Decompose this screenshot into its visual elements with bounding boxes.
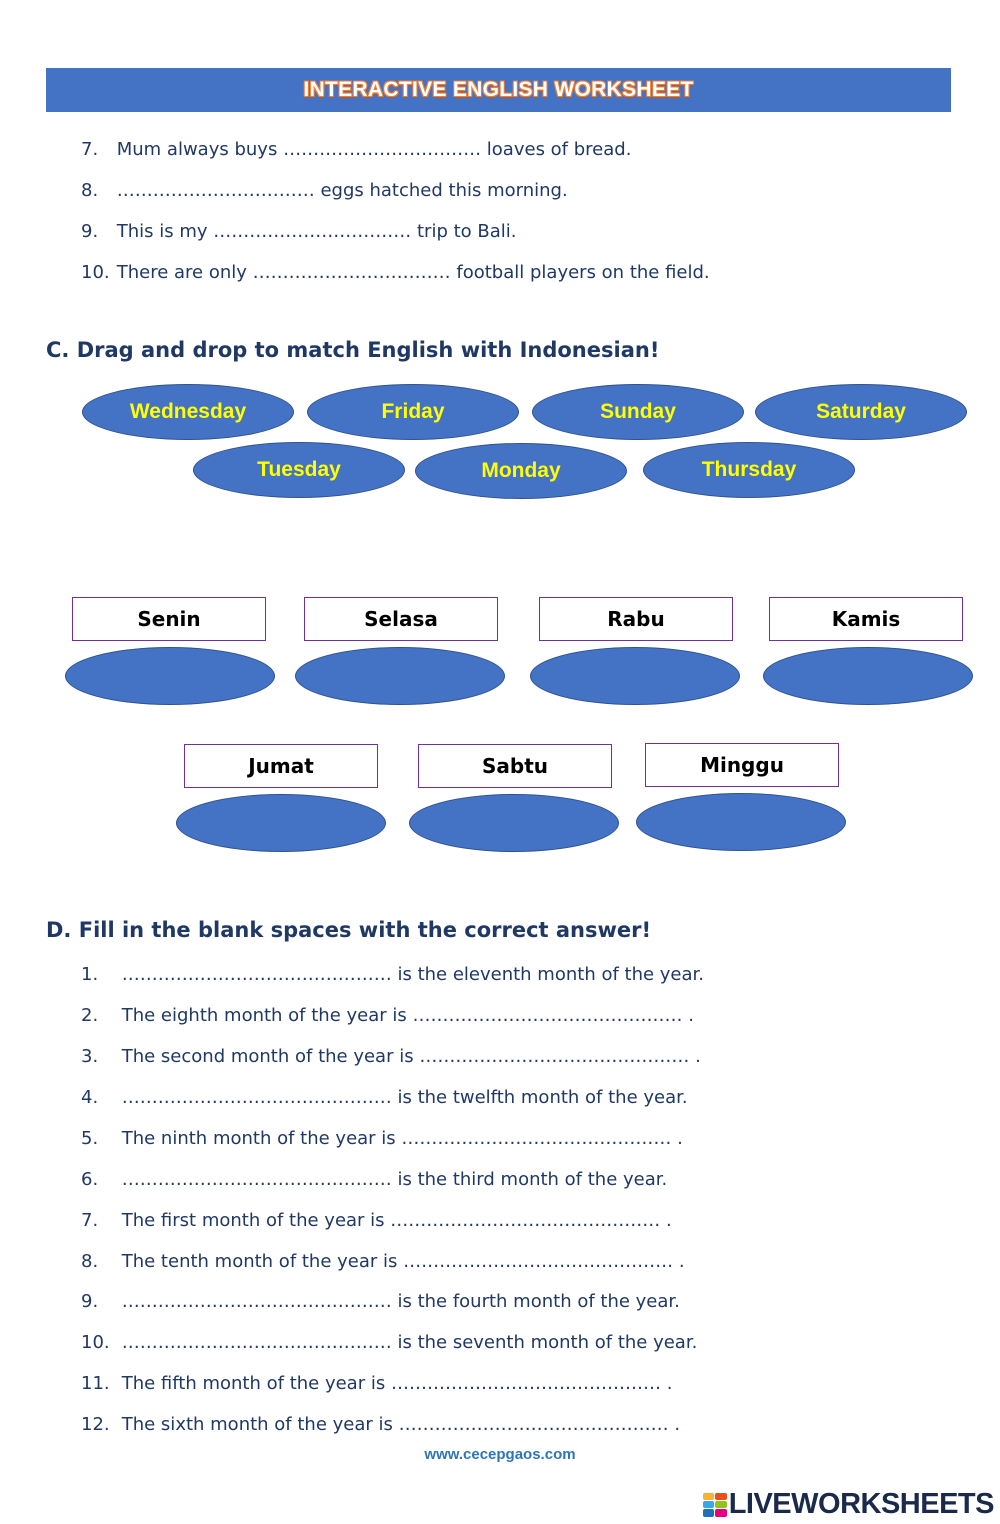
drag-item-sunday[interactable]: Sunday [532,384,744,440]
section-d-heading: D. Fill in the blank spaces with the correct answer! [46,918,652,942]
answer-blank[interactable]: ……………………………………… [121,1087,392,1108]
drag-item-wednesday[interactable]: Wednesday [82,384,294,440]
label-selasa: Selasa [304,597,498,641]
section-d-item-4: 4. ……………………………………… is the twelfth month of the year. [81,1087,688,1108]
answer-blank[interactable]: ……………………………………… [398,1414,669,1435]
section-d-item-7: 7. The first month of the year is ……………………………………… . [81,1210,672,1231]
section-d-item-5: 5. The ninth month of the year is ……………………………………… . [81,1128,683,1149]
label-jumat: Jumat [184,744,378,788]
liveworksheets-brand[interactable] [703,1488,994,1521]
label-senin: Senin [72,597,266,641]
answer-blank[interactable]: ……………………………………… [121,1291,392,1312]
label-rabu: Rabu [539,597,733,641]
answer-blank[interactable]: ……………………………………… [401,1128,672,1149]
liveworksheets-logo-icon [703,1493,727,1517]
section-b-item-9: 9. This is my …………………………… trip to Bali. [81,221,517,242]
drag-item-saturday[interactable]: Saturday [755,384,967,440]
worksheet-title: INTERACTIVE ENGLISH WORKSHEET [303,78,694,101]
section-d-item-8: 8. The tenth month of the year is ……………………………………… . [81,1251,685,1272]
answer-blank[interactable]: …………………………… [213,221,412,242]
answer-blank[interactable]: ……………………………………… [390,1373,661,1394]
drag-item-monday[interactable]: Monday [415,443,627,499]
drag-item-tuesday[interactable]: Tuesday [193,442,405,498]
answer-blank[interactable]: ……………………………………… [121,964,392,985]
drop-zone-kamis[interactable] [763,647,973,705]
section-c-heading: C. Drag and drop to match English with Indonesian! [46,338,660,362]
answer-blank[interactable]: …………………………… [116,180,315,201]
label-minggu: Minggu [645,743,839,787]
drop-zone-minggu[interactable] [636,793,846,851]
answer-blank[interactable]: ……………………………………… [403,1251,674,1272]
section-d-item-3: 3. The second month of the year is ……………………………………… . [81,1046,701,1067]
section-d-item-11: 11. The fifth month of the year is ……………………………………… . [81,1373,673,1394]
website-link[interactable]: www.cecepgaos.com [424,1446,576,1463]
drag-item-friday[interactable]: Friday [307,384,519,440]
answer-blank[interactable]: …………………………… [252,262,451,283]
section-b-item-8: 8. …………………………… eggs hatched this morning. [81,180,568,201]
section-d-item-9: 9. ……………………………………… is the fourth month of the year. [81,1291,680,1312]
section-d-item-6: 6. ……………………………………… is the third month of the year. [81,1169,668,1190]
drop-zone-selasa[interactable] [295,647,505,705]
section-d-item-2: 2. The eighth month of the year is ……………………………………… . [81,1005,694,1026]
answer-blank[interactable]: ……………………………………… [121,1169,392,1190]
answer-blank[interactable]: …………………………… [283,139,482,160]
drop-zone-sabtu[interactable] [409,794,619,852]
drop-zone-senin[interactable] [65,647,275,705]
answer-blank[interactable]: ……………………………………… [419,1046,690,1067]
drop-zone-rabu[interactable] [530,647,740,705]
worksheet-header [46,68,951,112]
section-d-item-10: 10. ……………………………………… is the seventh month of the year. [81,1332,698,1353]
drop-zone-jumat[interactable] [176,794,386,852]
answer-blank[interactable]: ……………………………………… [121,1332,392,1353]
section-b-item-10: 10. There are only …………………………… football players on the field. [81,262,710,283]
answer-blank[interactable]: ……………………………………… [412,1005,683,1026]
drag-item-thursday[interactable]: Thursday [643,442,855,498]
answer-blank[interactable]: ……………………………………… [390,1210,661,1231]
section-d-item-1: 1. ……………………………………… is the eleventh month of the year. [81,964,705,985]
label-sabtu: Sabtu [418,744,612,788]
section-d-item-12: 12. The sixth month of the year is ……………………………………… . [81,1414,681,1435]
label-kamis: Kamis [769,597,963,641]
brand-name: LIVEWORKSHEETS [728,1488,994,1520]
section-b-item-7: 7. Mum always buys …………………………… loaves of bread. [81,139,632,160]
